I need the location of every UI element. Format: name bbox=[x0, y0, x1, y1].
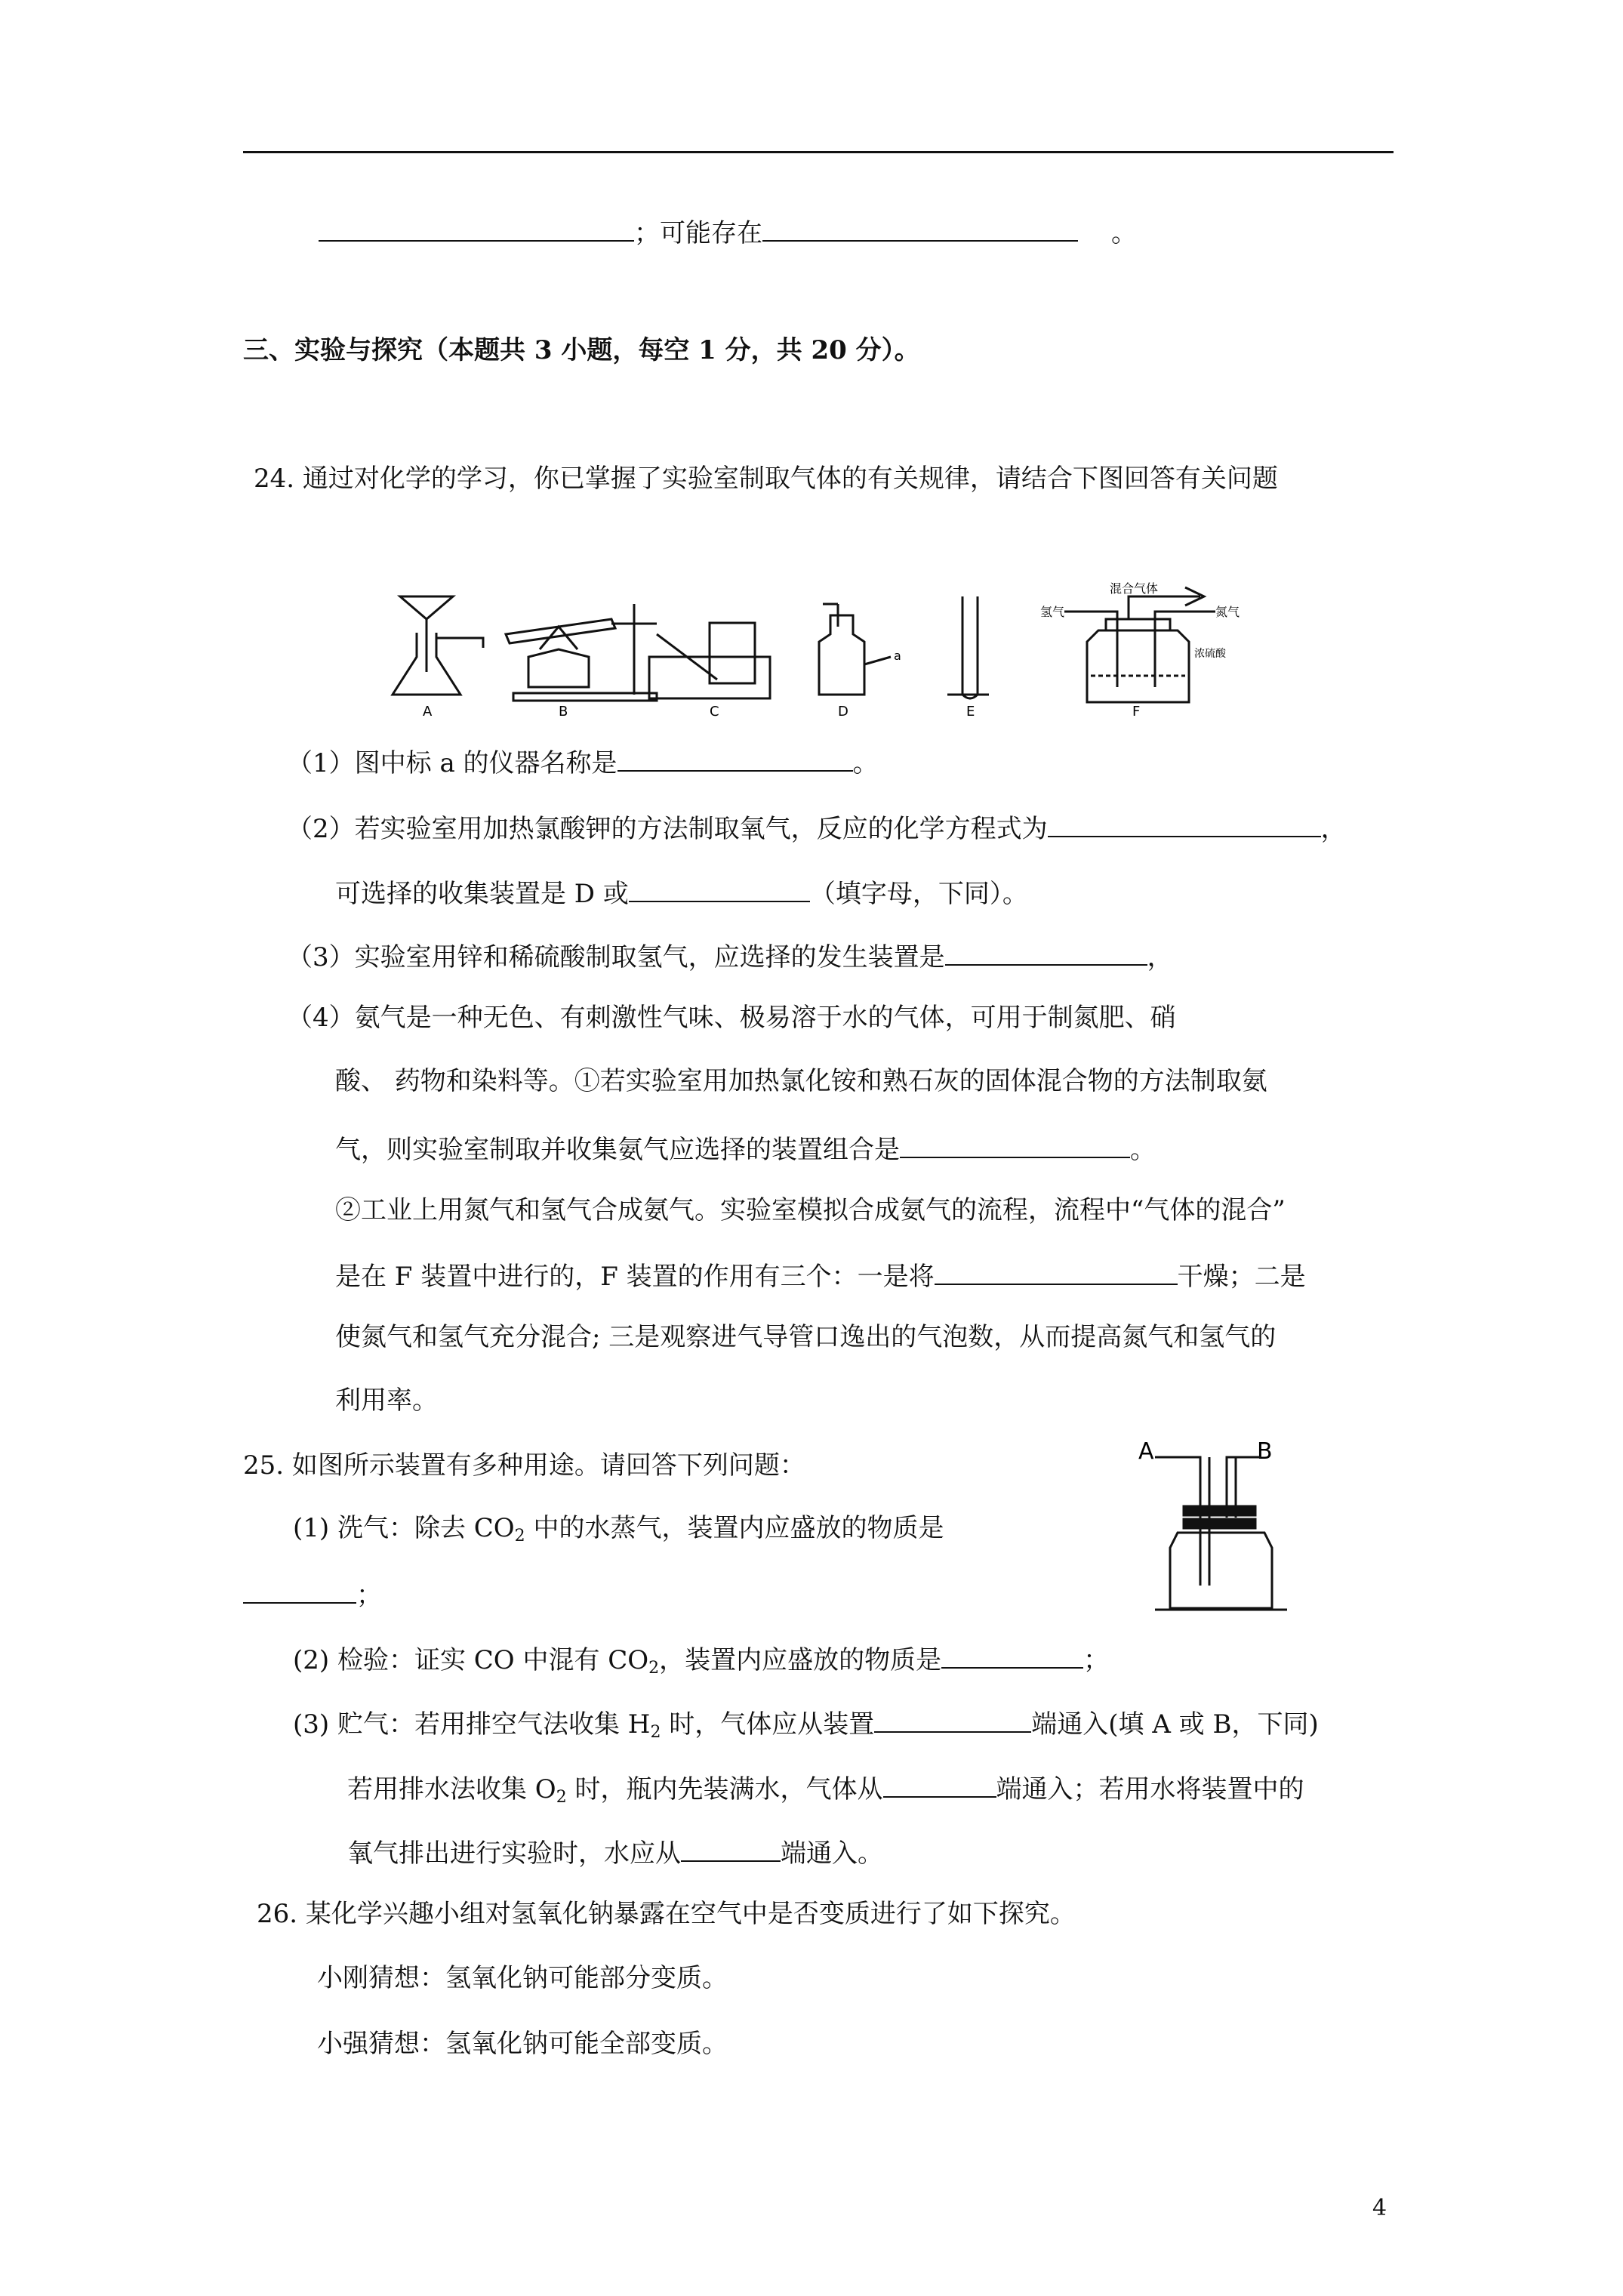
q24-part4-line2: 酸、 药物和染料等。①若实验室用加热氯化铵和熟石灰的固体混合物的方法制取氨 bbox=[335, 1066, 1267, 1096]
answer-blank[interactable] bbox=[762, 217, 1078, 242]
question-26-stem: 26. 某化学兴趣小组对氢氧化钠暴露在空气中是否变质进行了如下探究。 bbox=[257, 1899, 1076, 1929]
continued-line bbox=[319, 217, 1137, 246]
q26-line2: 小强猜想：氢氧化钠可能全部变质。 bbox=[317, 2029, 728, 2059]
line-end: 。 bbox=[1111, 218, 1137, 248]
q24-part4-line1: （4）氨气是一种无色、有刺激性气味、极易溶于水的气体，可用于制氮肥、硝 bbox=[287, 1003, 1176, 1033]
q25-part2: (2) 检验：证实 CO 中混有 $CO_2$，装置内应盛放的物质是 ； bbox=[293, 1645, 1110, 1678]
q24-part4-line7: 利用率。 bbox=[335, 1385, 438, 1416]
answer-blank[interactable] bbox=[883, 1774, 996, 1798]
q25-part1: (1) 洗气：除去 $CO_2$ 中的水蒸气，装置内应盛放的物质是 bbox=[293, 1513, 944, 1546]
q25-part3-line3: 氧气排出进行实验时，水应从 端通入。 bbox=[347, 1838, 883, 1869]
answer-blank[interactable] bbox=[941, 1644, 1083, 1669]
q25-part1-answer: ； bbox=[243, 1579, 382, 1608]
answer-blank[interactable] bbox=[617, 747, 853, 772]
answer-blank[interactable] bbox=[874, 1709, 1031, 1733]
answer-blank[interactable] bbox=[900, 1134, 1130, 1158]
page-number: 4 bbox=[1372, 2195, 1387, 2221]
figure-label-b: B bbox=[559, 704, 568, 717]
q25-part3: (3) 贮气：若用排空气法收集 $H_2$ 时，气体应从装置 端通入(填 A 或 B，下同) bbox=[293, 1709, 1319, 1742]
answer-blank[interactable] bbox=[935, 1261, 1178, 1285]
figure-label-f: F bbox=[1132, 704, 1141, 717]
answer-blank[interactable] bbox=[1048, 813, 1321, 837]
question-24-stem: 24. 通过对化学的学习，你已掌握了实验室制取气体的有关规律，请结合下图回答有关问题 bbox=[254, 464, 1278, 494]
bottle-icon bbox=[1170, 1533, 1272, 1608]
nitrogen-label: 氮气 bbox=[1215, 605, 1240, 619]
acid-label: 浓硫酸 bbox=[1194, 648, 1226, 660]
question-25-stem: 25. 如图所示装置有多种用途。请回答下列问题： bbox=[243, 1450, 805, 1481]
test-tube-icon bbox=[506, 619, 615, 643]
line-text: ；可能存在 bbox=[634, 218, 762, 248]
answer-blank[interactable] bbox=[681, 1838, 781, 1862]
q24-part2: （2）若实验室用加热氯酸钾的方法制取氧气，反应的化学方程式为 ， bbox=[287, 814, 1347, 844]
figure-label-d: D bbox=[838, 704, 848, 717]
q24-part4-line3: 气，则实验室制取并收集氨气应选择的装置组合是 。 bbox=[335, 1135, 1156, 1165]
section-title: 三、实验与探究（本题共 3 小题，每空 1 分，共 20 分）。 bbox=[243, 335, 920, 365]
figure-label-a: A bbox=[423, 704, 433, 717]
q24-part1: （1）图中标 a 的仪器名称是 。 bbox=[287, 748, 879, 778]
tube-b-label: B bbox=[1257, 1438, 1273, 1465]
hydrogen-label: 氢气 bbox=[1040, 605, 1065, 619]
q24-part4-line4: ②工业上用氮气和氢气合成氨气。实验室模拟合成氨气的流程，流程中“气体的混合” bbox=[335, 1195, 1286, 1225]
burner-icon bbox=[528, 649, 589, 687]
answer-blank[interactable] bbox=[945, 942, 1147, 966]
q25-part3-line2: 若用排水法收集 $O_2$ 时，瓶内先装满水，气体从 端通入；若用水将装置中的 bbox=[347, 1774, 1304, 1807]
upright-tube-icon bbox=[962, 596, 978, 698]
q24-part2-cont: 可选择的收集装置是 D 或 （填字母，下同）。 bbox=[335, 879, 1028, 909]
answer-blank[interactable] bbox=[243, 1579, 356, 1604]
q24-part4-line5: 是在 F 装置中进行的，F 装置的作用有三个：一是将 干燥；二是 bbox=[335, 1262, 1306, 1292]
bottle-icon bbox=[819, 615, 864, 695]
tube-a-label: A bbox=[1138, 1438, 1154, 1465]
q25-gas-bottle-figure bbox=[1125, 1435, 1298, 1616]
gas-mix-label: 混合气体 bbox=[1110, 581, 1159, 596]
figure-label-e: E bbox=[966, 704, 975, 717]
figure-label-c: C bbox=[710, 704, 719, 717]
q24-part3: （3）实验室用锌和稀硫酸制取氢气，应选择的发生装置是 ， bbox=[287, 942, 1173, 972]
answer-blank[interactable] bbox=[629, 878, 810, 902]
q24-part4-line6: 使氮气和氢气充分混合; 三是观察进气导管口逸出的气泡数，从而提高氮气和氢气的 bbox=[335, 1322, 1277, 1352]
pointer-a-label: a bbox=[894, 649, 901, 663]
header-rule bbox=[243, 151, 1394, 153]
answer-blank[interactable] bbox=[319, 217, 634, 242]
q24-apparatus-figure bbox=[385, 581, 1457, 717]
q26-line1: 小刚猜想：氢氧化钠可能部分变质。 bbox=[317, 1963, 728, 1993]
gas-wash-bottle-icon bbox=[1087, 630, 1189, 702]
